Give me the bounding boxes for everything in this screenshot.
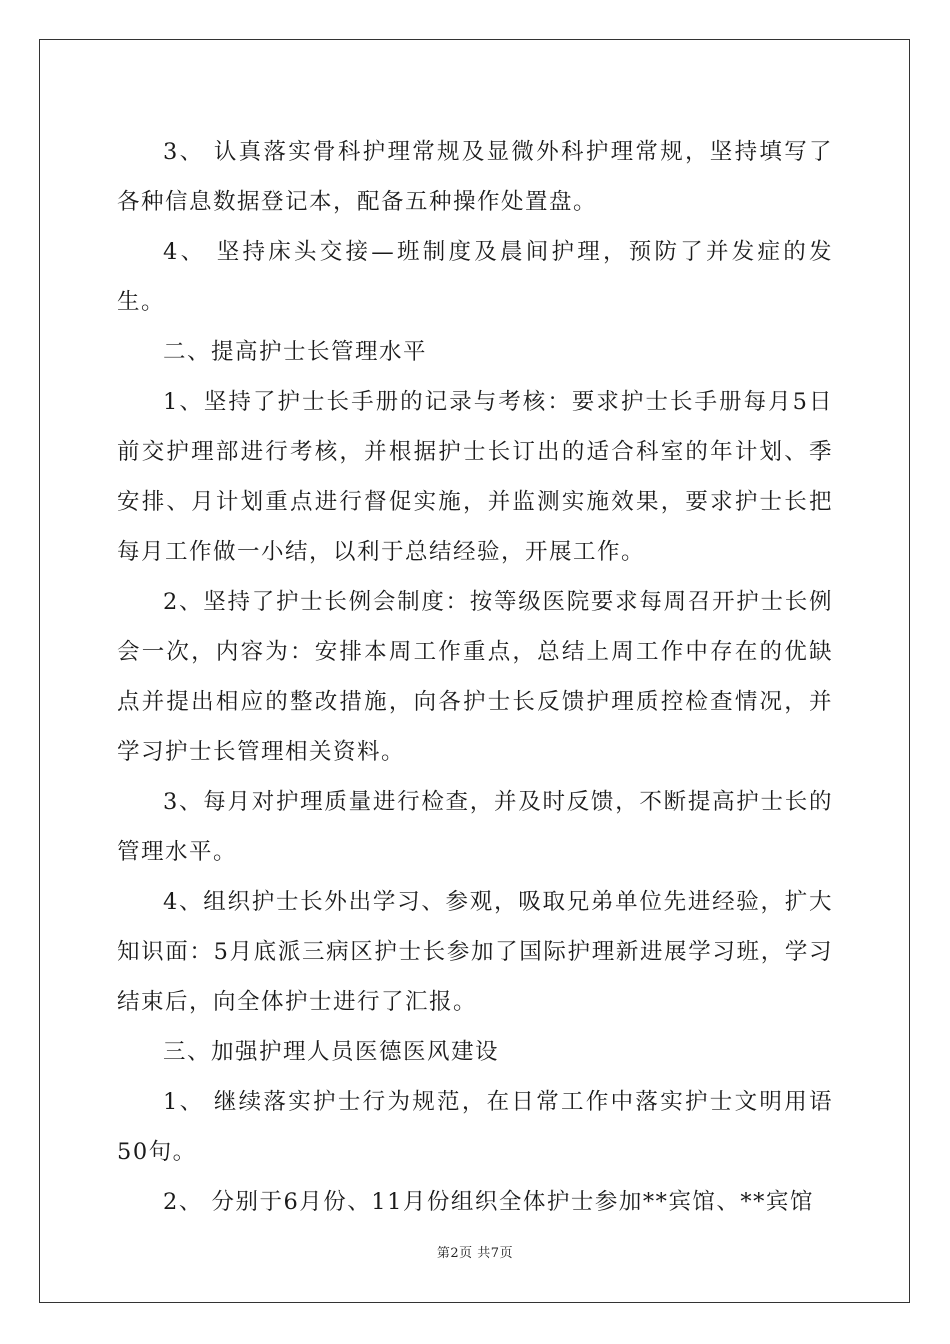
paragraph: 1、坚持了护士长手册的记录与考核：要求护士长手册每月5日前交护理部进行考核，并根据护士长订出的适合科室的年计划、季安排、月计划重点进行督促实施，并监测实施效果，要求护士长把每月工作做一小结，以利于总结经验，开展工作。 xyxy=(117,389,833,565)
page-number-footer: 第2页 共7页 xyxy=(436,1246,514,1261)
document-body xyxy=(117,127,833,1227)
paragraph: 4、组织护士长外出学习、参观，吸取兄弟单位先进经验，扩大知识面：5月底派三病区护士长参加了国际护理新进展学习班，学习结束后，向全体护士进行了汇报。 xyxy=(117,889,833,1015)
section-heading: 二、提高护士长管理水平 xyxy=(163,339,428,365)
paragraph: 4、 坚持床头交接—班制度及晨间护理，预防了并发症的发生。 xyxy=(117,239,833,315)
paragraph: 3、 认真落实骨科护理常规及显微外科护理常规，坚持填写了各种信息数据登记本，配备五种操作处置盘。 xyxy=(117,139,833,215)
section-heading: 三、加强护理人员医德医风建设 xyxy=(163,1039,500,1065)
paragraph: 2、 分别于6月份、11月份组织全体护士参加**宾馆、**宾馆 xyxy=(163,1189,814,1215)
paragraph: 1、 继续落实护士行为规范，在日常工作中落实护士文明用语50句。 xyxy=(117,1089,833,1165)
paragraph: 3、每月对护理质量进行检查，并及时反馈，不断提高护士长的管理水平。 xyxy=(117,789,833,865)
paragraph: 2、坚持了护士长例会制度：按等级医院要求每周召开护士长例会一次，内容为：安排本周工作重点，总结上周工作中存在的优缺点并提出相应的整改措施，向各护士长反馈护理质控检查情况，并学习护士长管理相关资料。 xyxy=(117,589,833,765)
